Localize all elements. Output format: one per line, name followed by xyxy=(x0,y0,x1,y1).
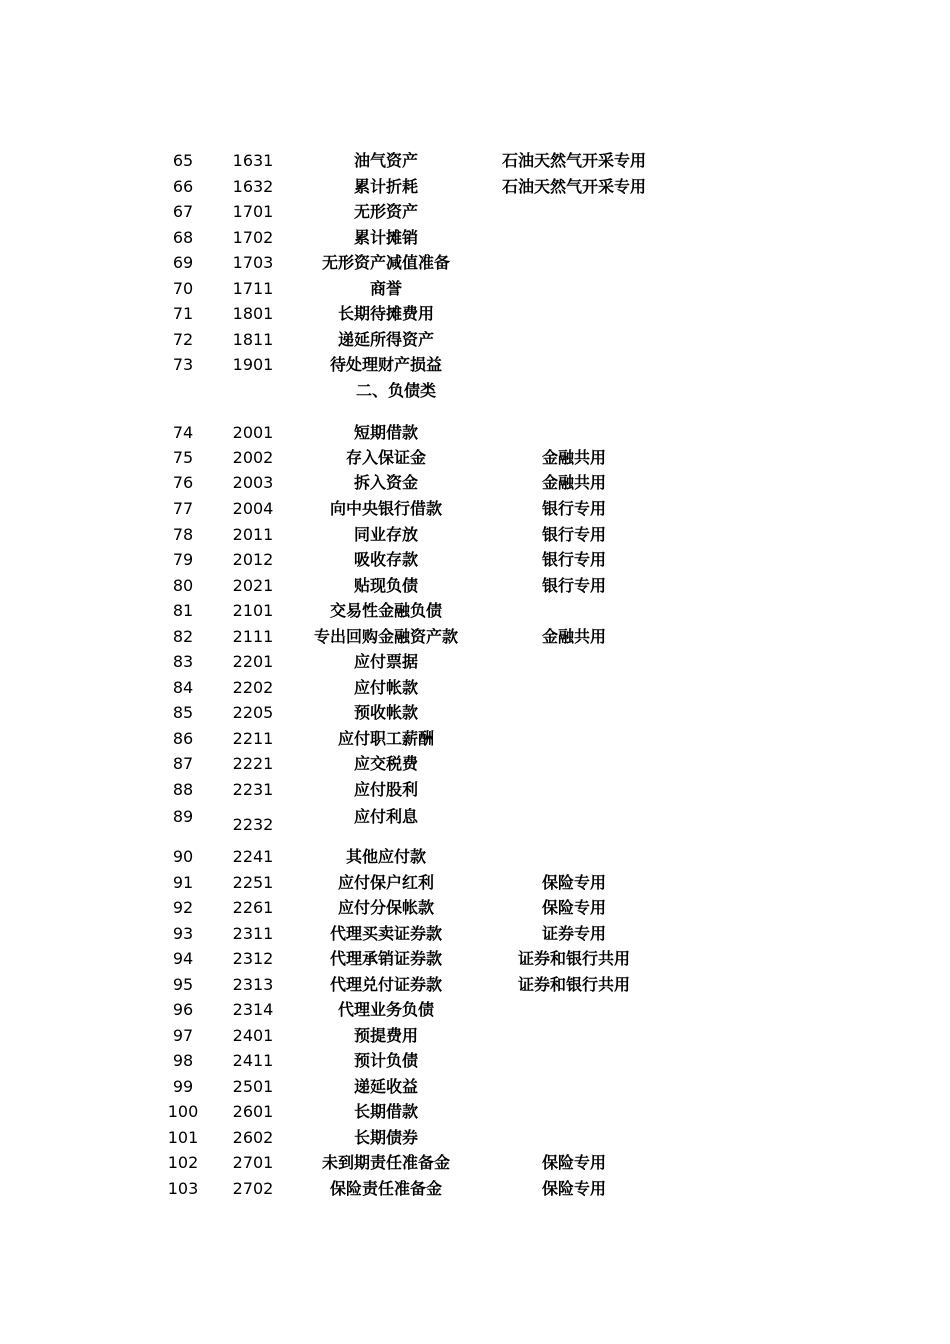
account-name: 待处理财产损益 xyxy=(329,355,442,374)
account-name: 无形资产减值准备 xyxy=(321,253,450,272)
account-code: 1801 xyxy=(232,304,274,323)
table-row xyxy=(0,447,950,469)
account-code: 1811 xyxy=(232,330,274,349)
row-number: 74 xyxy=(172,423,194,442)
account-code: 2202 xyxy=(232,678,274,697)
row-number: 91 xyxy=(172,873,194,892)
table-row xyxy=(0,354,950,376)
table-row xyxy=(0,728,950,750)
row-number: 87 xyxy=(172,754,194,773)
account-code: 2021 xyxy=(232,576,274,595)
account-code: 1701 xyxy=(232,202,274,221)
table-row xyxy=(0,227,950,249)
table-row xyxy=(0,150,950,172)
row-number: 70 xyxy=(172,279,194,298)
table-row xyxy=(0,872,950,894)
row-number: 98 xyxy=(172,1051,194,1070)
account-name: 累计折耗 xyxy=(353,177,418,196)
table-row xyxy=(0,1178,950,1200)
table-row xyxy=(0,1076,950,1098)
account-note: 银行专用 xyxy=(541,576,606,595)
account-name: 交易性金融负债 xyxy=(329,601,442,620)
account-name: 长期借款 xyxy=(353,1102,418,1121)
account-name: 向中央银行借款 xyxy=(329,499,442,518)
table-row xyxy=(0,176,950,198)
account-code: 2205 xyxy=(232,703,274,722)
account-name: 代理承销证券款 xyxy=(329,949,442,968)
row-number: 83 xyxy=(172,652,194,671)
account-code: 2011 xyxy=(232,525,274,544)
table-row xyxy=(0,1127,950,1149)
account-note: 石油天然气开采专用 xyxy=(501,151,646,170)
table-row xyxy=(0,846,950,868)
account-name: 预收帐款 xyxy=(353,703,418,722)
row-number: 88 xyxy=(172,780,194,799)
account-name: 存入保证金 xyxy=(345,448,426,467)
account-name: 其他应付款 xyxy=(345,847,426,866)
table-row xyxy=(0,498,950,520)
row-number: 78 xyxy=(172,525,194,544)
account-code: 2411 xyxy=(232,1051,274,1070)
table-row xyxy=(0,524,950,546)
account-name: 应付股利 xyxy=(353,780,418,799)
table-row xyxy=(0,948,950,970)
account-name: 应付保户红利 xyxy=(337,873,434,892)
account-code: 2231 xyxy=(232,780,274,799)
row-number: 100 xyxy=(167,1102,199,1121)
account-code: 1631 xyxy=(232,151,274,170)
account-note: 银行专用 xyxy=(541,550,606,569)
table-row xyxy=(0,779,950,801)
row-number: 71 xyxy=(172,304,194,323)
table-row xyxy=(0,677,950,699)
row-number: 65 xyxy=(172,151,194,170)
account-code: 2401 xyxy=(232,1026,274,1045)
table-row xyxy=(0,1152,950,1174)
account-code: 2241 xyxy=(232,847,274,866)
account-code: 2221 xyxy=(232,754,274,773)
table-row xyxy=(0,626,950,648)
account-note: 银行专用 xyxy=(541,525,606,544)
account-code: 2012 xyxy=(232,550,274,569)
account-note: 证券和银行共用 xyxy=(517,949,630,968)
account-code: 2312 xyxy=(232,949,274,968)
account-note: 证券和银行共用 xyxy=(517,975,630,994)
table-row xyxy=(0,329,950,351)
account-name: 应付分保帐款 xyxy=(337,898,434,917)
account-name: 预提费用 xyxy=(353,1026,418,1045)
account-code: 2001 xyxy=(232,423,274,442)
table-row xyxy=(0,1025,950,1047)
table-row xyxy=(0,651,950,673)
row-number: 69 xyxy=(172,253,194,272)
account-name: 贴现负债 xyxy=(353,576,418,595)
row-number: 101 xyxy=(167,1128,199,1147)
account-code: 2211 xyxy=(232,729,274,748)
account-name: 应付职工薪酬 xyxy=(337,729,434,748)
row-number: 103 xyxy=(167,1179,199,1198)
account-code: 2311 xyxy=(232,924,274,943)
account-name: 专出回购金融资产款 xyxy=(313,627,458,646)
account-name: 无形资产 xyxy=(353,202,418,221)
account-code: 1632 xyxy=(232,177,274,196)
row-number: 94 xyxy=(172,949,194,968)
account-name: 长期债券 xyxy=(353,1128,418,1147)
account-note: 金融共用 xyxy=(541,627,606,646)
account-note: 证券专用 xyxy=(541,924,606,943)
account-code: 1703 xyxy=(232,253,274,272)
account-code: 2601 xyxy=(232,1102,274,1121)
table-row xyxy=(0,806,950,834)
row-number: 72 xyxy=(172,330,194,349)
account-name: 未到期责任准备金 xyxy=(321,1153,450,1172)
account-code: 2002 xyxy=(232,448,274,467)
row-number: 89 xyxy=(172,807,194,826)
account-code: 1711 xyxy=(232,279,274,298)
table-row xyxy=(0,472,950,494)
row-number: 76 xyxy=(172,473,194,492)
account-note: 金融共用 xyxy=(541,473,606,492)
account-code: 2261 xyxy=(232,898,274,917)
row-number: 80 xyxy=(172,576,194,595)
account-note: 保险专用 xyxy=(541,898,606,917)
account-note: 石油天然气开采专用 xyxy=(501,177,646,196)
table-row xyxy=(0,422,950,444)
account-note: 保险专用 xyxy=(541,873,606,892)
row-number: 92 xyxy=(172,898,194,917)
account-name: 短期借款 xyxy=(353,423,418,442)
table-row xyxy=(0,999,950,1021)
account-name: 应付票据 xyxy=(353,652,418,671)
row-number: 84 xyxy=(172,678,194,697)
account-code: 2003 xyxy=(232,473,274,492)
account-name: 递延收益 xyxy=(353,1077,418,1096)
account-code: 1901 xyxy=(232,355,274,374)
row-number: 85 xyxy=(172,703,194,722)
account-code: 2111 xyxy=(232,627,274,646)
table-row xyxy=(0,575,950,597)
account-name: 代理兑付证券款 xyxy=(329,975,442,994)
table-row xyxy=(0,278,950,300)
account-name: 应付帐款 xyxy=(353,678,418,697)
table-row xyxy=(0,1101,950,1123)
account-code: 2251 xyxy=(232,873,274,892)
account-note: 保险专用 xyxy=(541,1153,606,1172)
table-row xyxy=(0,1050,950,1072)
row-number: 90 xyxy=(172,847,194,866)
table-row xyxy=(0,923,950,945)
row-number: 79 xyxy=(172,550,194,569)
table-row xyxy=(0,702,950,724)
row-number: 86 xyxy=(172,729,194,748)
account-name: 油气资产 xyxy=(353,151,418,170)
account-name: 预计负债 xyxy=(353,1051,418,1070)
table-row xyxy=(0,600,950,622)
row-number: 73 xyxy=(172,355,194,374)
account-code: 2201 xyxy=(232,652,274,671)
row-number: 95 xyxy=(172,975,194,994)
account-name: 拆入资金 xyxy=(353,473,418,492)
row-number: 93 xyxy=(172,924,194,943)
account-code: 2101 xyxy=(232,601,274,620)
table-row xyxy=(0,897,950,919)
section-title-liabilities: 二、负债类 xyxy=(355,381,436,400)
account-name: 代理业务负债 xyxy=(337,1000,434,1019)
row-number: 66 xyxy=(172,177,194,196)
account-code: 2004 xyxy=(232,499,274,518)
account-name: 同业存放 xyxy=(353,525,418,544)
account-name: 累计摊销 xyxy=(353,228,418,247)
account-code: 2314 xyxy=(232,1000,274,1019)
table-row xyxy=(0,252,950,274)
account-code: 1702 xyxy=(232,228,274,247)
table-row xyxy=(0,753,950,775)
account-name: 长期待摊费用 xyxy=(337,304,434,323)
row-number: 96 xyxy=(172,1000,194,1019)
row-number: 68 xyxy=(172,228,194,247)
account-name: 应交税费 xyxy=(353,754,418,773)
account-note: 银行专用 xyxy=(541,499,606,518)
table-row xyxy=(0,549,950,571)
account-note: 保险专用 xyxy=(541,1179,606,1198)
row-number: 67 xyxy=(172,202,194,221)
account-name: 商誉 xyxy=(369,279,402,298)
row-number: 97 xyxy=(172,1026,194,1045)
account-name: 应付利息 xyxy=(353,807,418,826)
table-row xyxy=(0,974,950,996)
row-number: 75 xyxy=(172,448,194,467)
account-name: 代理买卖证券款 xyxy=(329,924,442,943)
account-name: 递延所得资产 xyxy=(337,330,434,349)
table-row xyxy=(0,303,950,325)
account-name: 吸收存款 xyxy=(353,550,418,569)
table-row xyxy=(0,201,950,223)
row-number: 102 xyxy=(167,1153,199,1172)
account-code: 2602 xyxy=(232,1128,274,1147)
account-code: 2313 xyxy=(232,975,274,994)
account-code: 2701 xyxy=(232,1153,274,1172)
row-number: 82 xyxy=(172,627,194,646)
account-code: 2232 xyxy=(232,815,274,834)
row-number: 81 xyxy=(172,601,194,620)
account-code: 2702 xyxy=(232,1179,274,1198)
account-name: 保险责任准备金 xyxy=(329,1179,442,1198)
account-note: 金融共用 xyxy=(541,448,606,467)
account-code: 2501 xyxy=(232,1077,274,1096)
row-number: 77 xyxy=(172,499,194,518)
row-number: 99 xyxy=(172,1077,194,1096)
